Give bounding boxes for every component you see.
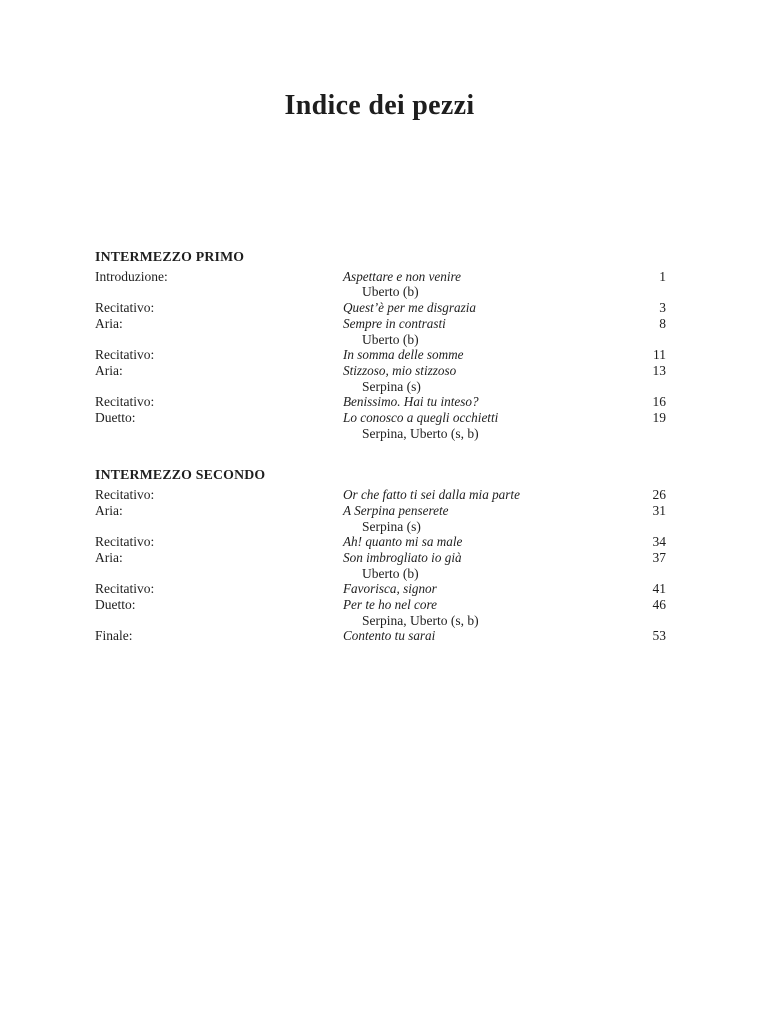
entry-performers-row bbox=[95, 426, 666, 442]
section-body bbox=[95, 269, 666, 442]
page-title: Indice dei pezzi bbox=[284, 90, 475, 121]
entry-performers: Serpina, Uberto (s, b) bbox=[362, 425, 479, 441]
toc-entry-row bbox=[95, 347, 666, 363]
entry-type: Recitativo: bbox=[95, 347, 155, 363]
entry-title: Per te ho nel core bbox=[343, 597, 437, 613]
entry-performers: Serpina (s) bbox=[362, 378, 421, 394]
entry-performers: Uberto (b) bbox=[362, 284, 419, 300]
entry-performers-row bbox=[95, 332, 666, 348]
entry-performers-row bbox=[95, 613, 666, 629]
toc-entry-row bbox=[95, 300, 666, 316]
entry-page-number: 34 bbox=[652, 534, 666, 550]
entry-type: Aria: bbox=[95, 549, 123, 565]
entry-title: Ah! quanto mi sa male bbox=[343, 534, 463, 550]
entry-title: In somma delle somme bbox=[343, 347, 464, 363]
entry-page-number: 16 bbox=[652, 394, 666, 410]
entry-type: Introduzione: bbox=[95, 268, 168, 284]
entry-type: Duetto: bbox=[95, 410, 136, 426]
entry-title: Stizzoso, mio stizzoso bbox=[343, 362, 457, 378]
toc-entry-row bbox=[95, 597, 666, 613]
toc-section bbox=[95, 467, 666, 644]
entry-page-number: 41 bbox=[652, 581, 666, 597]
entry-type: Recitativo: bbox=[95, 300, 155, 316]
entry-page-number: 3 bbox=[659, 300, 666, 316]
entry-performers: Uberto (b) bbox=[362, 331, 419, 347]
entry-page-number: 31 bbox=[652, 502, 666, 518]
entry-title: Quest’è per me disgrazia bbox=[343, 300, 476, 316]
section-body bbox=[95, 487, 666, 644]
entry-page-number: 1 bbox=[659, 268, 666, 284]
section-heading: INTERMEZZO PRIMO bbox=[95, 249, 245, 264]
table-of-contents bbox=[95, 249, 666, 644]
entry-type: Recitativo: bbox=[95, 487, 155, 503]
entry-type: Aria: bbox=[95, 362, 123, 378]
entry-performers-row bbox=[95, 284, 666, 300]
entry-page-number: 11 bbox=[653, 347, 666, 363]
toc-section bbox=[95, 249, 666, 441]
toc-entry-row bbox=[95, 363, 666, 379]
section-heading: INTERMEZZO SECONDO bbox=[95, 467, 266, 483]
entry-page-number: 19 bbox=[652, 410, 666, 426]
entry-performers-row bbox=[95, 519, 666, 535]
toc-entry-row bbox=[95, 410, 666, 426]
entry-performers-row bbox=[95, 566, 666, 582]
entry-page-number: 26 bbox=[652, 487, 666, 503]
toc-entry-row bbox=[95, 581, 666, 597]
entry-type: Aria: bbox=[95, 315, 123, 331]
entry-title: Benissimo. Hai tu inteso? bbox=[343, 394, 479, 410]
entry-page-number: 46 bbox=[652, 597, 666, 613]
entry-title: Contento tu sarai bbox=[343, 628, 436, 644]
entry-type: Duetto: bbox=[95, 597, 136, 613]
toc-entry-row bbox=[95, 394, 666, 410]
entry-performers: Serpina (s) bbox=[362, 518, 421, 534]
toc-entry-row bbox=[95, 550, 666, 566]
entry-page-number: 37 bbox=[652, 549, 666, 565]
entry-title: Aspettare e non venire bbox=[343, 268, 462, 284]
toc-entry-row bbox=[95, 628, 666, 644]
entry-page-number: 13 bbox=[652, 362, 666, 378]
entry-performers: Uberto (b) bbox=[362, 565, 419, 581]
entry-title: Favorisca, signor bbox=[343, 581, 437, 597]
entry-title: A Serpina penserete bbox=[343, 502, 449, 518]
toc-entry-row bbox=[95, 316, 666, 332]
entry-performers-row bbox=[95, 379, 666, 395]
entry-page-number: 53 bbox=[652, 628, 666, 644]
entry-type: Recitativo: bbox=[95, 581, 155, 597]
toc-entry-row bbox=[95, 534, 666, 550]
entry-type: Aria: bbox=[95, 502, 123, 518]
entry-title: Or che fatto ti sei dalla mia parte bbox=[343, 487, 520, 503]
entry-type: Finale: bbox=[95, 628, 133, 644]
entry-title: Sempre in contrasti bbox=[343, 315, 446, 331]
toc-entry-row bbox=[95, 503, 666, 519]
entry-title: Son imbrogliato io già bbox=[343, 549, 462, 565]
toc-entry-row bbox=[95, 269, 666, 285]
entry-performers: Serpina, Uberto (s, b) bbox=[362, 612, 479, 628]
entry-title: Lo conosco a quegli occhietti bbox=[343, 410, 499, 426]
entry-page-number: 8 bbox=[659, 315, 666, 331]
toc-entry-row bbox=[95, 487, 666, 503]
entry-type: Recitativo: bbox=[95, 394, 155, 410]
entry-type: Recitativo: bbox=[95, 534, 155, 550]
